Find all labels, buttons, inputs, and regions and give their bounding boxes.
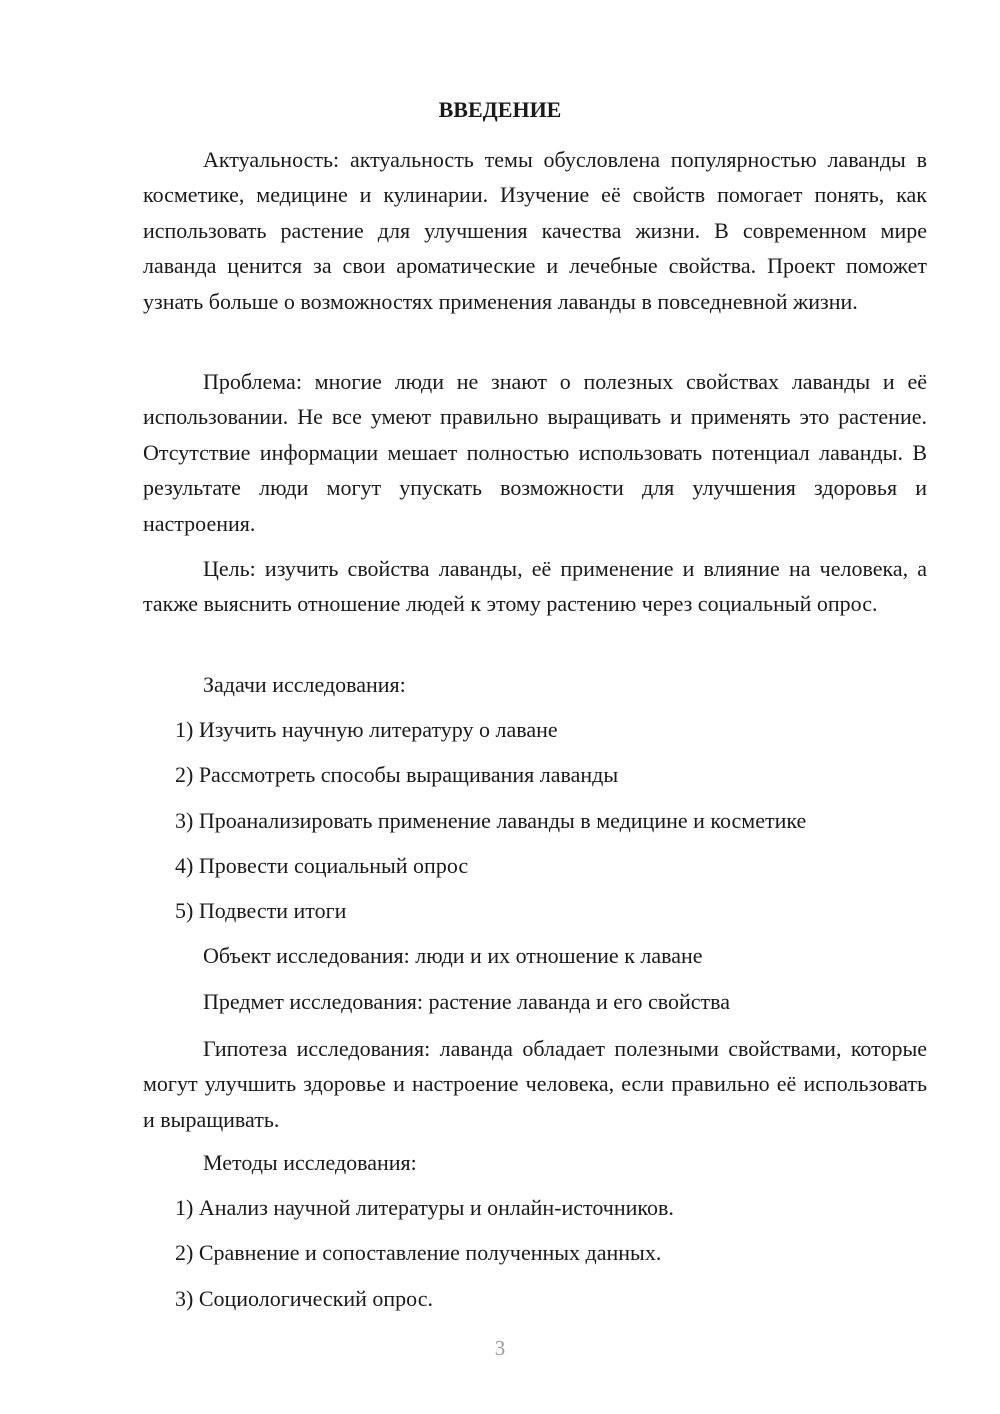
problem-paragraph: Проблема: многие люди не знают о полезных свойствах лаванды и её использовании. Не все умеют правильно выращивать и применять это растение. Отсутствие информации мешает полностью использовать потенциал лаванды. В результате люди могут упускать возможности для улучшения здоровья и настроения.	[143, 369, 927, 536]
task-item: 3) Проанализировать применение лаванды в медицине и косметике	[175, 808, 807, 833]
relevance-paragraph: Актуальность: актуальность темы обусловлена популярностью лаванды в косметике, медицине и кулинарии. Изучение её свойств помогает понять, как использовать растение для улучшения качества жизни. В современном мире лаванда ценится за свои ароматические и лечебные свойства. Проект поможет узнать больше о возможностях применения лаванды в повседневной жизни.	[143, 147, 927, 314]
tasks-heading: Задачи исследования:	[203, 672, 406, 697]
page-title: ВВЕДЕНИЕ	[438, 97, 562, 122]
hypothesis-paragraph: Гипотеза исследования: лаванда обладает полезными свойствами, которые могут улучшить здоровье и настроение человека, если правильно её использовать и выращивать.	[143, 1036, 927, 1132]
research-subject: Предмет исследования: растение лаванда и его свойства	[203, 989, 731, 1014]
method-item: 1) Анализ научной литературы и онлайн-источников.	[175, 1195, 674, 1220]
task-item: 1) Изучить научную литературу о лаване	[175, 717, 558, 742]
task-item: 2) Рассмотреть способы выращивания лаванды	[175, 762, 619, 787]
methods-heading: Методы исследования:	[203, 1150, 417, 1175]
method-item: 2) Сравнение и сопоставление полученных данных.	[175, 1240, 662, 1265]
page-number: 3	[494, 1336, 506, 1360]
task-item: 5) Подвести итоги	[175, 898, 347, 923]
goal-paragraph: Цель: изучить свойства лаванды, её применение и влияние на человека, а также выяснить отношение людей к этому растению через социальный опрос.	[143, 556, 927, 617]
method-item: 3) Социологический опрос.	[175, 1286, 433, 1311]
research-object: Объект исследования: люди и их отношение к лаване	[203, 943, 703, 968]
task-item: 4) Провести социальный опрос	[175, 853, 469, 878]
